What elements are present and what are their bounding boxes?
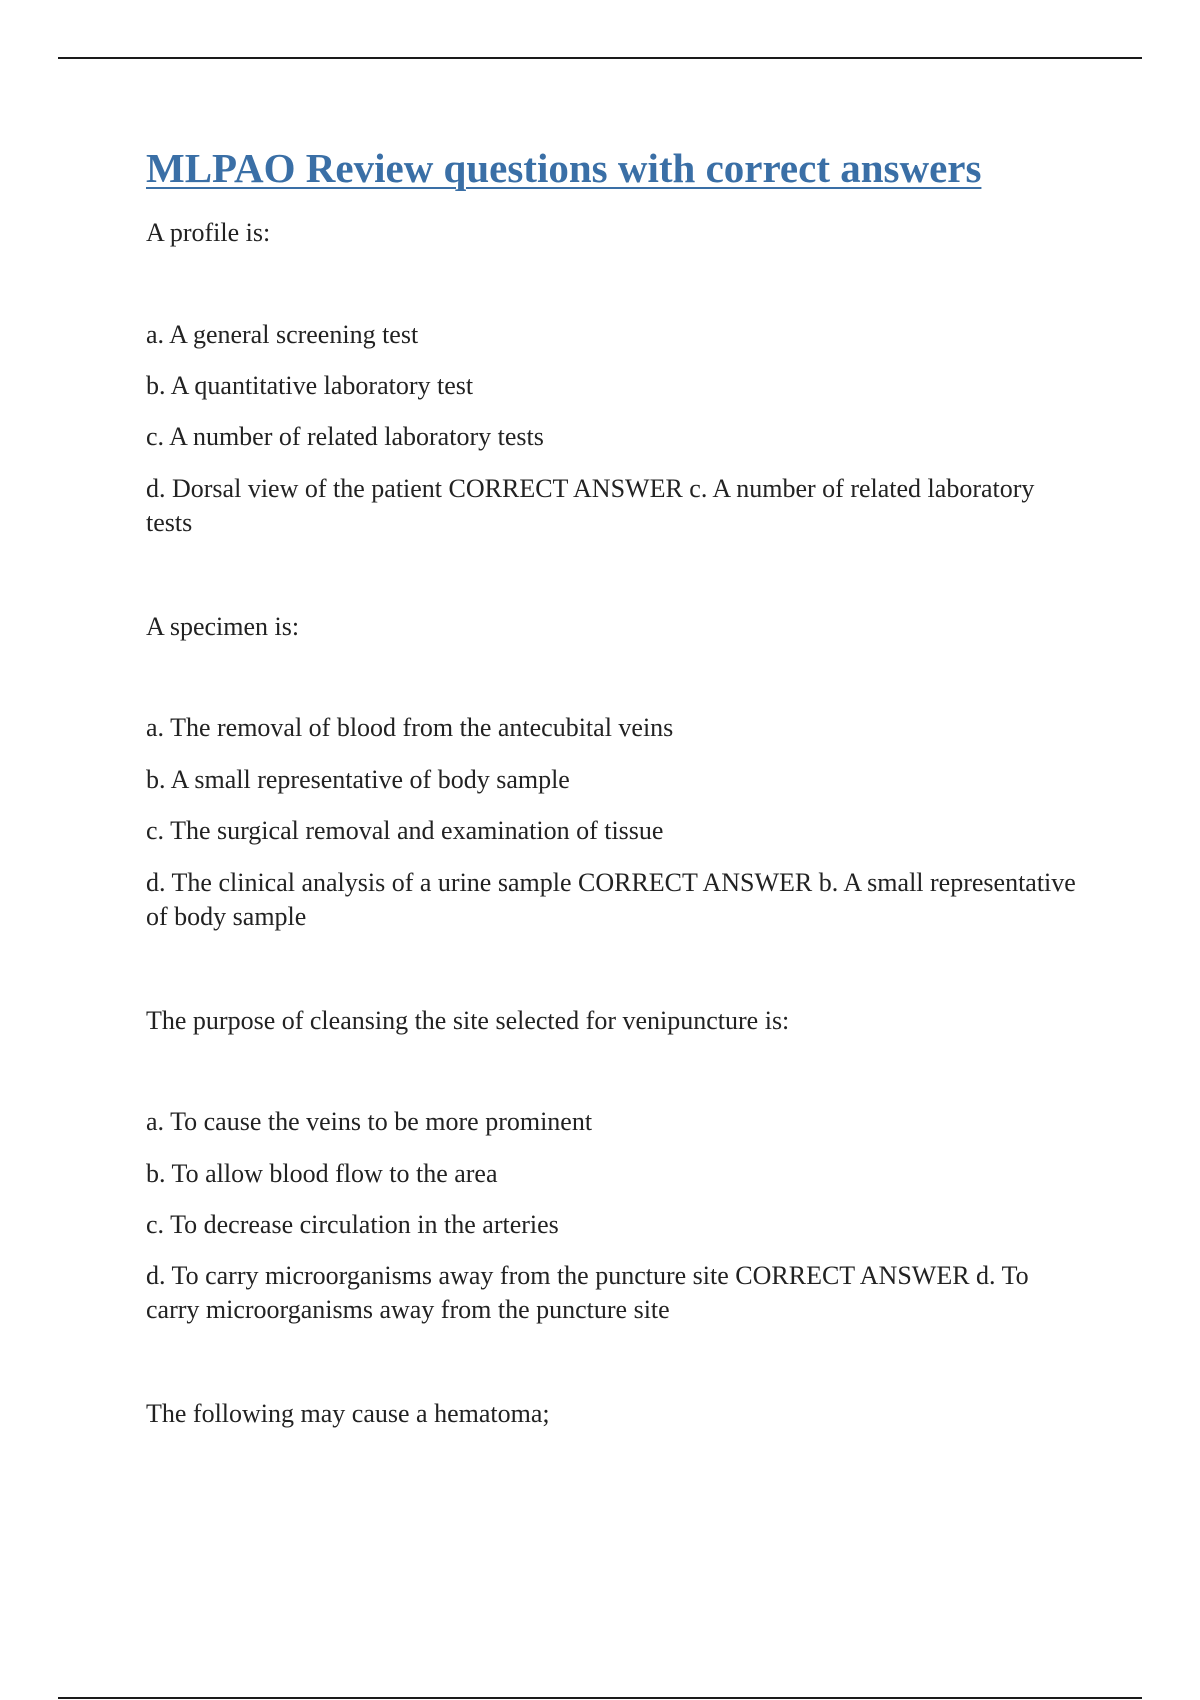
document-title: MLPAO Review questions with correct answers — [146, 145, 982, 191]
question-3-option-c: c. To decrease circulation in the arteries — [146, 1210, 559, 1239]
question-1-option-a: a. A general screening test — [146, 320, 419, 349]
question-3-prompt: The purpose of cleansing the site selected for venipuncture is: — [146, 1006, 790, 1035]
question-3-option-a: a. To cause the veins to be more prominent — [146, 1107, 593, 1136]
question-2-option-b: b. A small representative of body sample — [146, 765, 570, 794]
question-2-prompt: A specimen is: — [146, 612, 300, 641]
question-3-option-d-answer: d. To carry microorganisms away from the puncture site CORRECT ANSWER d. To carry microorganisms away from the puncture site — [146, 1261, 1029, 1324]
question-2-option-a: a. The removal of blood from the antecubital veins — [146, 713, 674, 742]
question-1-option-b: b. A quantitative laboratory test — [146, 371, 474, 400]
question-1-option-d-answer: d. Dorsal view of the patient CORRECT ANSWER c. A number of related laboratory tests — [146, 474, 1035, 537]
question-1-option-c: c. A number of related laboratory tests — [146, 422, 544, 451]
question-1-prompt: A profile is: — [146, 218, 271, 247]
top-divider — [58, 57, 1142, 59]
question-2-option-d-answer: d. The clinical analysis of a urine sample CORRECT ANSWER b. A small representative of body sample — [146, 868, 1076, 931]
question-4-prompt: The following may cause a hematoma; — [146, 1399, 550, 1428]
bottom-divider — [58, 1697, 1142, 1699]
question-3-option-b: b. To allow blood flow to the area — [146, 1159, 498, 1188]
question-2-option-c: c. The surgical removal and examination of tissue — [146, 816, 664, 845]
